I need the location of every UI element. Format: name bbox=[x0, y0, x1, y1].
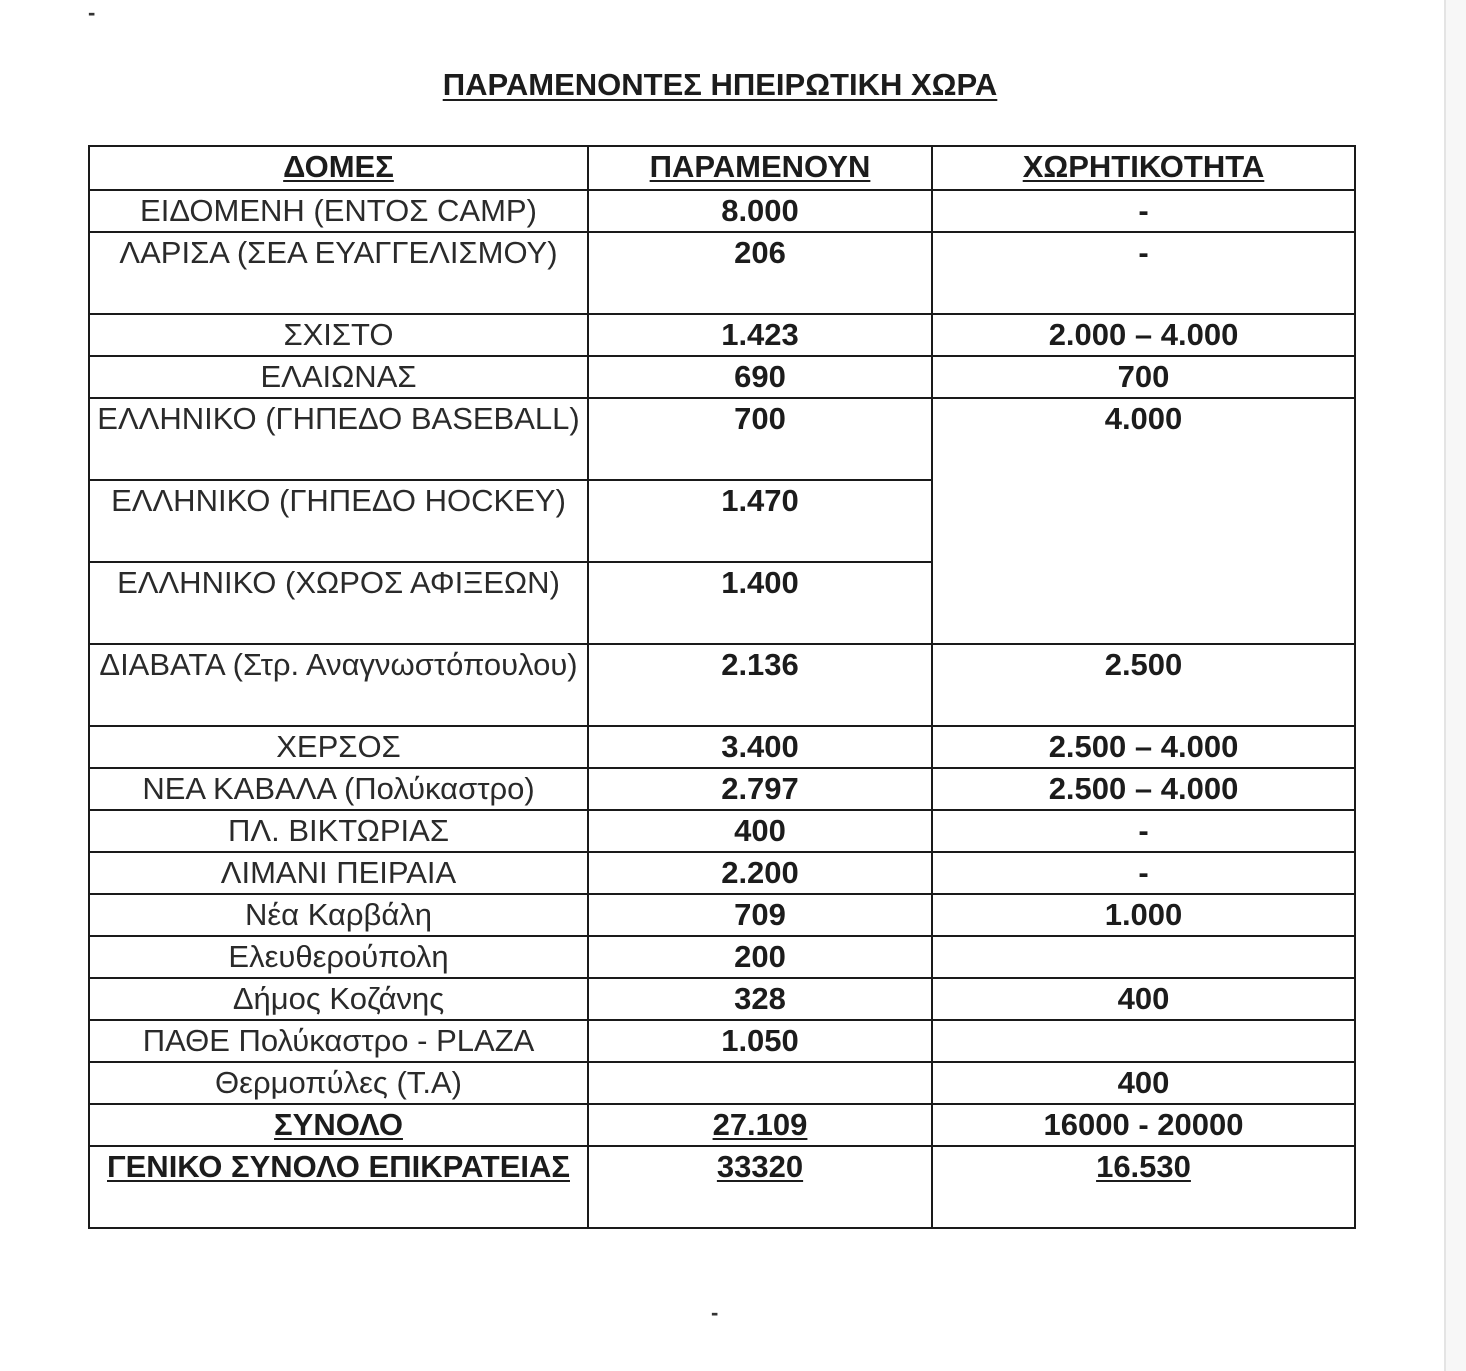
row-remaining: 8.000 bbox=[588, 190, 932, 232]
row-name: ΕΛΛΗΝΙΚΟ (ΧΩΡΟΣ ΑΦΙΞΕΩΝ) bbox=[89, 562, 588, 644]
row-capacity: 400 bbox=[932, 978, 1355, 1020]
table-row bbox=[89, 936, 1355, 978]
total-capacity: 16000 - 20000 bbox=[932, 1104, 1355, 1146]
row-name: ΠΛ. ΒΙΚΤΩΡΙΑΣ bbox=[89, 810, 588, 852]
header-remaining: ΠΑΡΑΜΕΝΟΥΝ bbox=[588, 146, 932, 190]
grand-total-remaining-text: 33320 bbox=[716, 1149, 804, 1184]
row-capacity: 2.500 – 4.000 bbox=[932, 768, 1355, 810]
row-capacity-merged: 4.000 bbox=[932, 398, 1355, 644]
row-name: ΣΧΙΣΤΟ bbox=[89, 314, 588, 356]
total-remaining bbox=[588, 1104, 932, 1146]
row-name: Ελευθερούπολη bbox=[89, 936, 588, 978]
grand-total-capacity-text: 16.530 bbox=[1096, 1149, 1191, 1184]
table-row bbox=[89, 894, 1355, 936]
row-remaining: 690 bbox=[588, 356, 932, 398]
row-name: ΝΕΑ ΚΑΒΑΛΑ (Πολύκαστρο) bbox=[89, 768, 588, 810]
table-header-row bbox=[89, 146, 1355, 190]
row-name: ΔΙΑΒΑΤΑ (Στρ. Αναγνωστόπουλου) bbox=[89, 644, 588, 726]
table-row bbox=[89, 398, 1355, 480]
row-capacity: - bbox=[932, 232, 1355, 314]
row-capacity: - bbox=[932, 852, 1355, 894]
table-row bbox=[89, 232, 1355, 314]
row-remaining: 2.136 bbox=[588, 644, 932, 726]
row-capacity: 400 bbox=[932, 1062, 1355, 1104]
viewer-margin bbox=[1446, 0, 1466, 1371]
table-row bbox=[89, 1062, 1355, 1104]
bottom-dash-mark: - bbox=[711, 1300, 719, 1325]
row-name: ΕΛΛΗΝΙΚΟ (ΓΗΠΕΔΟ BASEBALL) bbox=[89, 398, 588, 480]
row-capacity: - bbox=[932, 190, 1355, 232]
row-capacity: 1.000 bbox=[932, 894, 1355, 936]
row-remaining: 1.050 bbox=[588, 1020, 932, 1062]
table-row bbox=[89, 314, 1355, 356]
grand-total-label-text: ΓΕΝΙΚΟ ΣΥΝΟΛΟ ΕΠΙΚΡΑΤΕΙΑΣ bbox=[107, 1149, 570, 1184]
row-remaining: 1.423 bbox=[588, 314, 932, 356]
row-name: Δήμος Κοζάνης bbox=[89, 978, 588, 1020]
row-name: ΧΕΡΣΟΣ bbox=[89, 726, 588, 768]
total-row bbox=[89, 1104, 1355, 1146]
table-row bbox=[89, 978, 1355, 1020]
grand-total-remaining bbox=[588, 1146, 932, 1228]
row-remaining: 200 bbox=[588, 936, 932, 978]
row-remaining: 1.470 bbox=[588, 480, 932, 562]
row-capacity bbox=[932, 936, 1355, 978]
row-remaining: 709 bbox=[588, 894, 932, 936]
page-title: ΠΑΡΑΜΕΝΟΝΤΕΣ ΗΠΕΙΡΩΤΙΚΗ ΧΩΡΑ bbox=[442, 67, 998, 102]
row-remaining: 3.400 bbox=[588, 726, 932, 768]
table-row bbox=[89, 768, 1355, 810]
table-row bbox=[89, 726, 1355, 768]
table-row bbox=[89, 190, 1355, 232]
top-dash-mark: - bbox=[88, 0, 96, 25]
row-capacity: 2.000 – 4.000 bbox=[932, 314, 1355, 356]
table-row bbox=[89, 852, 1355, 894]
grand-total-row bbox=[89, 1146, 1355, 1228]
row-name: ΕΙΔΟΜΕΝΗ (ΕΝΤΟΣ CAMP) bbox=[89, 190, 588, 232]
total-label bbox=[89, 1104, 588, 1146]
row-name: ΕΛΑΙΩΝΑΣ bbox=[89, 356, 588, 398]
row-name: ΛΑΡΙΣΑ (ΣΕΑ ΕΥΑΓΓΕΛΙΣΜΟΥ) bbox=[89, 232, 588, 314]
table-row bbox=[89, 644, 1355, 726]
structures-table bbox=[88, 145, 1356, 1229]
header-structures: ΔΟΜΕΣ bbox=[89, 146, 588, 190]
row-remaining bbox=[588, 1062, 932, 1104]
row-remaining: 328 bbox=[588, 978, 932, 1020]
row-remaining: 700 bbox=[588, 398, 932, 480]
row-name: ΕΛΛΗΝΙΚΟ (ΓΗΠΕΔΟ HOCKEY) bbox=[89, 480, 588, 562]
total-label-text: ΣΥΝΟΛΟ bbox=[274, 1107, 403, 1142]
row-name: Θερμοπύλες (Τ.Α) bbox=[89, 1062, 588, 1104]
row-capacity: 2.500 – 4.000 bbox=[932, 726, 1355, 768]
row-remaining: 2.797 bbox=[588, 768, 932, 810]
table-row bbox=[89, 1020, 1355, 1062]
header-capacity: ΧΩΡΗΤΙΚΟΤΗΤΑ bbox=[932, 146, 1355, 190]
table-row bbox=[89, 810, 1355, 852]
row-capacity: 2.500 bbox=[932, 644, 1355, 726]
row-remaining: 1.400 bbox=[588, 562, 932, 644]
row-name: ΛΙΜΑΝΙ ΠΕΙΡΑΙΑ bbox=[89, 852, 588, 894]
grand-total-label bbox=[89, 1146, 588, 1228]
row-remaining: 400 bbox=[588, 810, 932, 852]
table-row bbox=[89, 356, 1355, 398]
row-capacity: - bbox=[932, 810, 1355, 852]
row-remaining: 206 bbox=[588, 232, 932, 314]
row-name: Νέα Καρβάλη bbox=[89, 894, 588, 936]
row-name: ΠΑΘΕ Πολύκαστρο - PLAZA bbox=[89, 1020, 588, 1062]
total-remaining-text: 27.109 bbox=[712, 1107, 808, 1142]
row-capacity: 700 bbox=[932, 356, 1355, 398]
grand-total-capacity bbox=[932, 1146, 1355, 1228]
row-capacity bbox=[932, 1020, 1355, 1062]
row-remaining: 2.200 bbox=[588, 852, 932, 894]
